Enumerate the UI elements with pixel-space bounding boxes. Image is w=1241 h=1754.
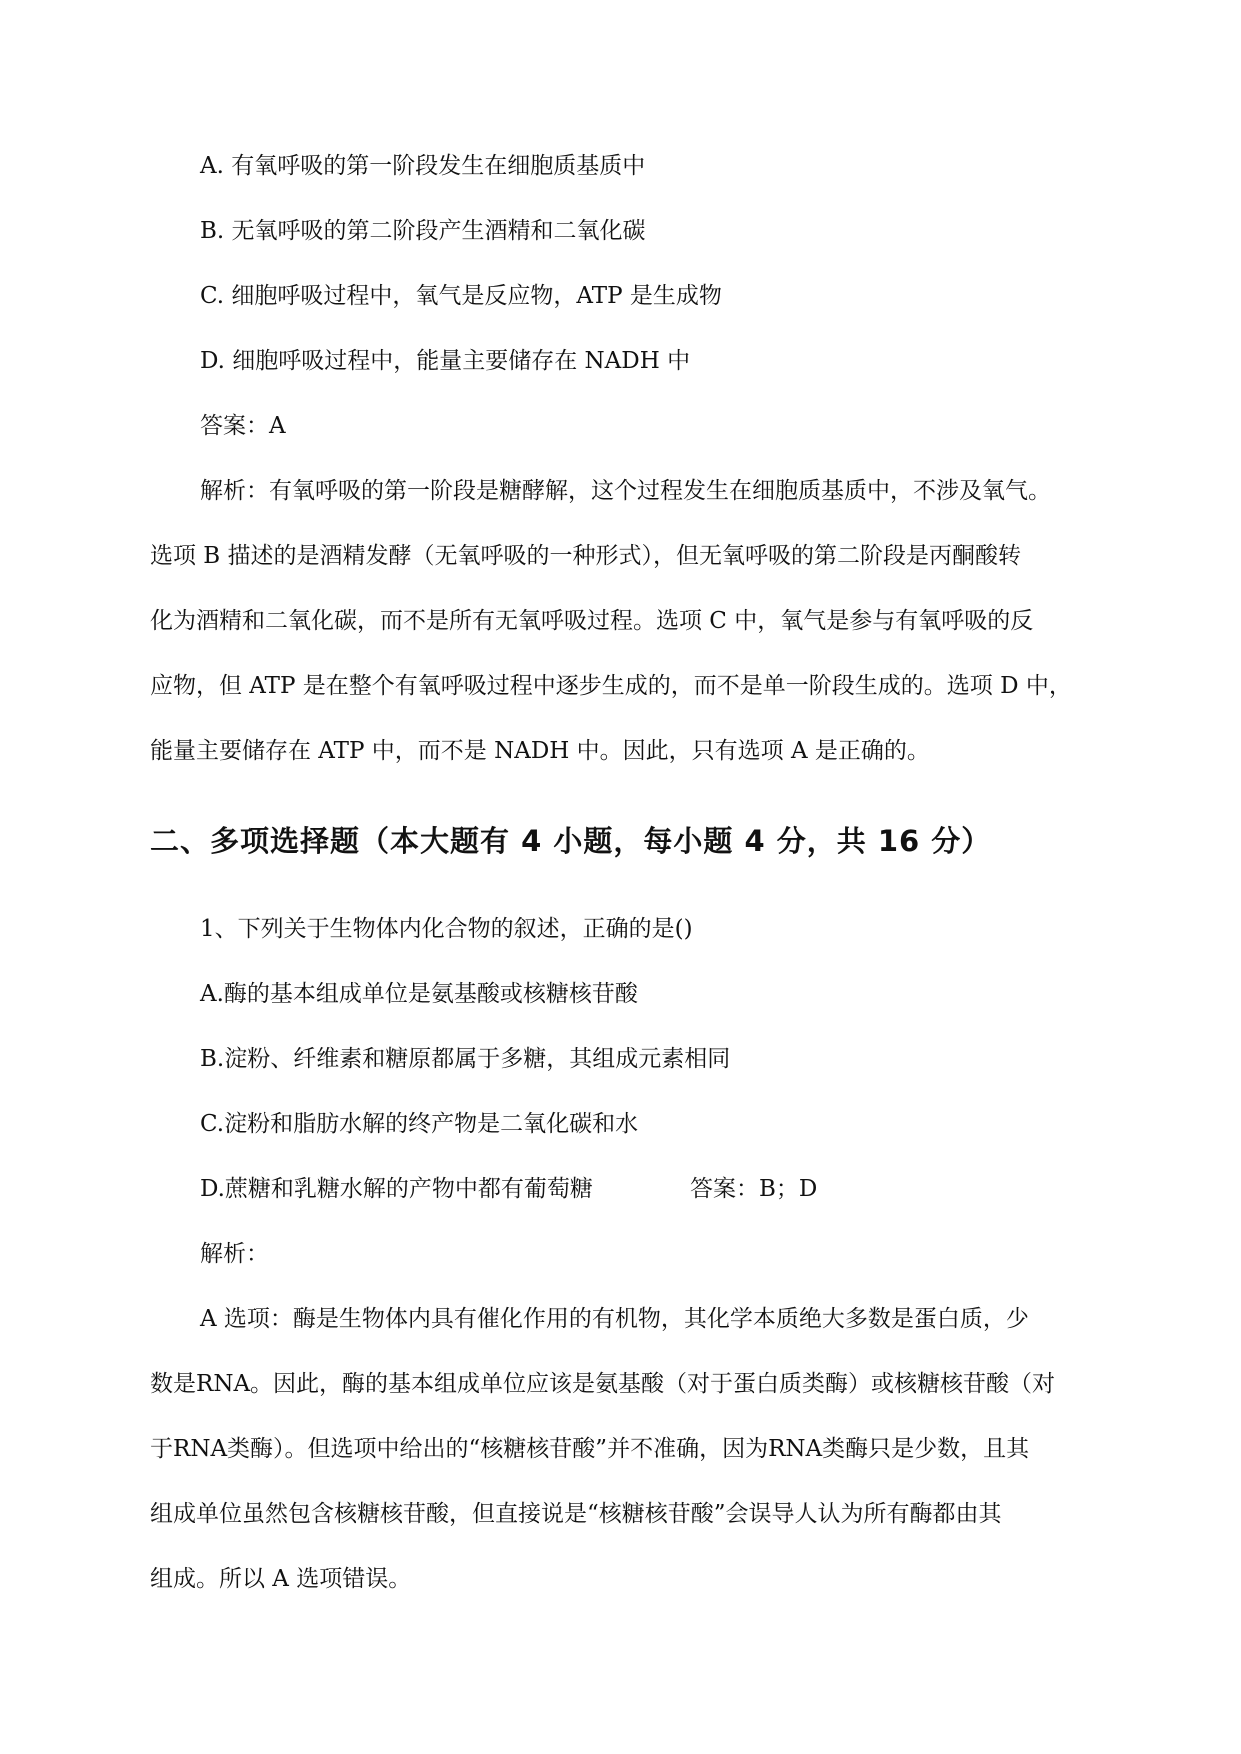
q2-option-b: B.淀粉、纤维素和糖原都属于多糖，其组成元素相同 bbox=[200, 1046, 731, 1072]
q2-answer: 答案：B；D bbox=[690, 1176, 818, 1202]
q2-analysis-line: 组成单位虽然包含核糖核苷酸，但直接说是“核糖核苷酸”会误导人认为所有酶都由其 bbox=[150, 1501, 1002, 1527]
q1-option-b: B. 无氧呼吸的第二阶段产生酒精和二氧化碳 bbox=[200, 218, 646, 244]
q1-analysis-line: 化为酒精和二氧化碳，而不是所有无氧呼吸过程。选项 C 中，氧气是参与有氧呼吸的反 bbox=[150, 608, 1034, 634]
section-heading: 二、多项选择题（本大题有 4 小题，每小题 4 分，共 16 分） bbox=[150, 824, 992, 858]
q1-option-d: D. 细胞呼吸过程中，能量主要储存在 NADH 中 bbox=[200, 348, 691, 374]
q2-analysis-line: 组成。所以 A 选项错误。 bbox=[150, 1566, 412, 1592]
q2-option-c: C.淀粉和脂肪水解的终产物是二氧化碳和水 bbox=[200, 1111, 639, 1137]
q2-analysis-line: 于RNA类酶）。但选项中给出的“核糖核苷酸”并不准确，因为RNA类酶只是少数，且其 bbox=[150, 1436, 1030, 1462]
q1-analysis-line: 应物，但 ATP 是在整个有氧呼吸过程中逐步生成的，而不是单一阶段生成的。选项 D 中， bbox=[150, 673, 1072, 699]
q1-analysis-line: 解析：有氧呼吸的第一阶段是糖酵解，这个过程发生在细胞质基质中，不涉及氧气。 bbox=[200, 478, 1051, 504]
q1-analysis-line: 选项 B 描述的是酒精发酵（无氧呼吸的一种形式），但无氧呼吸的第二阶段是丙酮酸转 bbox=[150, 543, 1022, 569]
q2-question: 1、下列关于生物体内化合物的叙述，正确的是() bbox=[200, 916, 693, 942]
q1-option-c: C. 细胞呼吸过程中，氧气是反应物，ATP 是生成物 bbox=[200, 283, 722, 309]
q2-option-a: A.酶的基本组成单位是氨基酸或核糖核苷酸 bbox=[200, 981, 638, 1007]
q2-analysis-line: A 选项：酶是生物体内具有催化作用的有机物，其化学本质绝大多数是蛋白质，少 bbox=[200, 1306, 1029, 1332]
q2-analysis-label: 解析： bbox=[200, 1241, 269, 1267]
q2-analysis-line: 数是RNA。因此，酶的基本组成单位应该是氨基酸（对于蛋白质类酶）或核糖核苷酸（对 bbox=[150, 1371, 1056, 1397]
q1-option-a: A. 有氧呼吸的第一阶段发生在细胞质基质中 bbox=[200, 153, 646, 179]
q1-analysis-line: 能量主要储存在 ATP 中，而不是 NADH 中。因此，只有选项 A 是正确的。 bbox=[150, 738, 930, 764]
q2-option-d: D.蔗糖和乳糖水解的产物中都有葡萄糖 bbox=[200, 1176, 593, 1202]
q1-answer: 答案：A bbox=[200, 413, 286, 439]
